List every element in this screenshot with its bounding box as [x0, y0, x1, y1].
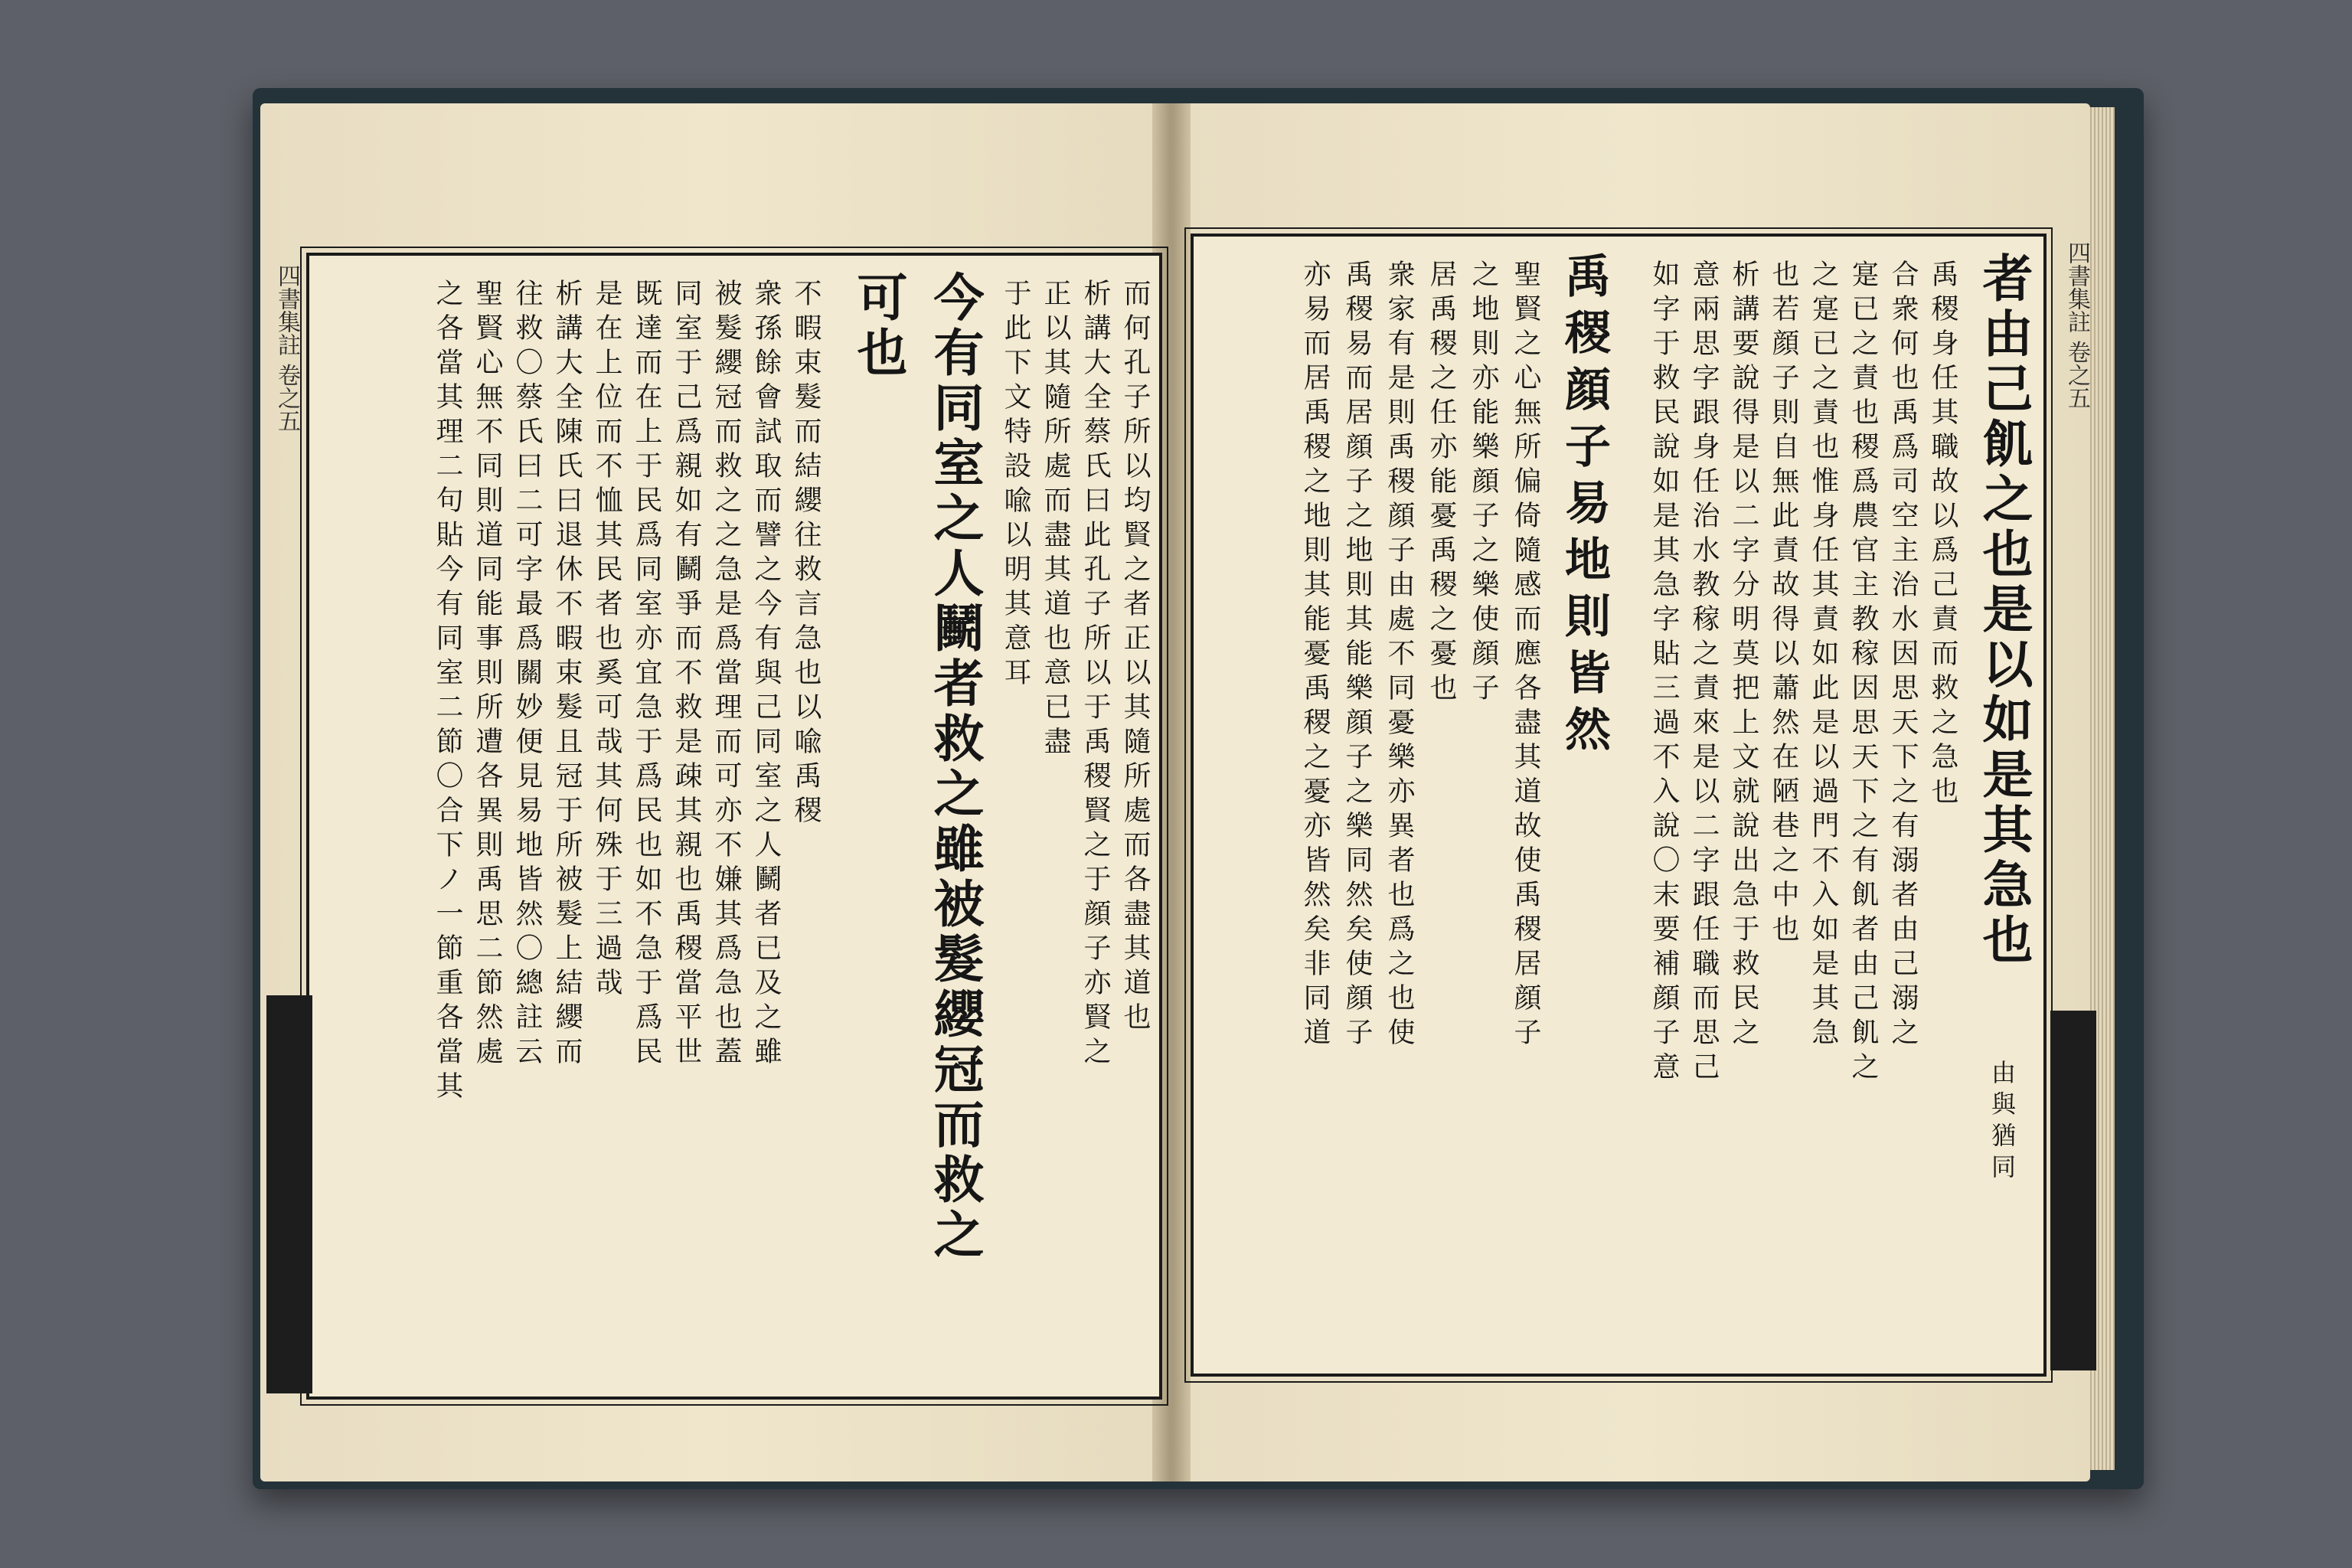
- main-text-line: 可也: [848, 271, 908, 381]
- commentary-line: 析講大全蔡氏曰此孔子所以于禹稷賢之于顔子亦賢之: [1080, 279, 1111, 1071]
- commentary-line: 同室于己爲親如有鬭爭而不救是疎其親也禹稷當平世: [671, 279, 702, 1071]
- right-text-frame: [1191, 234, 2047, 1377]
- left-folio-block: [266, 995, 312, 1393]
- commentary-line: 之地則亦能樂顔子之樂使顔子: [1468, 260, 1499, 707]
- main-text-line: 今有同室之人鬭者救之雖被髮纓冠而救之: [925, 271, 985, 1263]
- commentary-line: 居禹稷之任亦能憂禹稷之憂也: [1426, 260, 1457, 707]
- commentary-line: 寔已之責也稷爲農官主教稼因思天下之有飢者由己飢之: [1847, 260, 1879, 1086]
- right-margin-title: 四書集註 卷之五: [2063, 241, 2090, 410]
- right-folio-block: [2050, 1011, 2096, 1370]
- commentary-line: 亦易而居禹稷之地則其能憂禹稷之憂亦皆然矣非同道: [1299, 260, 1331, 1052]
- commentary-line: 正以其隨所處而盡其道也意已盡: [1040, 279, 1071, 761]
- commentary-line: 之寔已之責也惟身任其責如此是以過門不入如是其急: [1808, 260, 1839, 1052]
- commentary-line: 聖賢心無不同則道同能事則所遭各異則禹思二節然處: [472, 279, 503, 1071]
- commentary-line: 意兩思字跟身任治水教稼之責來是以二字跟任職而思己: [1688, 260, 1720, 1086]
- commentary-line: 析講大全陳氏曰退休不暇束髮且冠于所被髮上結纓而: [551, 279, 583, 1071]
- commentary-line: 而何孔子所以均賢之者正以其隨所處而各盡其道也: [1119, 279, 1151, 1037]
- commentary-line: 于此下文特設喩以明其意耳: [1000, 279, 1031, 692]
- commentary-line: 聖賢之心無所偏倚隨感而應各盡其道故使禹稷居顔子: [1510, 260, 1541, 1052]
- commentary-line: 合衆何也禹爲司空主治水因思天下之有溺者由己溺之: [1887, 260, 1919, 1052]
- commentary-line: 析講要說得是以二字分明莫把上文就說出急于救民之: [1728, 260, 1759, 1052]
- commentary-line: 之各當其理二句貼今有同室二節〇合下ノ一節重各當其: [432, 279, 463, 1106]
- commentary-line: 不暇束髮而結纓往救言急也以喩禹稷: [790, 279, 822, 830]
- section-heading: 禹稷顔子易地則皆然: [1557, 252, 1611, 762]
- commentary-line: 衆家有是則禹稷顔子由處不同憂樂亦異者也爲之也使: [1383, 260, 1415, 1052]
- left-margin-title: 四書集註 卷之五: [273, 264, 300, 433]
- main-text-line: 者由己飢之也是以如是其急也: [1974, 252, 2034, 969]
- commentary-line: 如字于救民說如是其急字貼三過不入說〇末要補顔子意: [1648, 260, 1680, 1086]
- commentary-line: 禹稷身任其職故以爲己責而救之急也: [1927, 260, 1958, 811]
- left-text-frame: [306, 253, 1162, 1400]
- commentary-line: 往救〇蔡氏曰二可字最爲關妙便見易地皆然〇總註云: [511, 279, 543, 1071]
- commentary-line: 由與猶同: [1988, 1060, 2017, 1185]
- commentary-line: 衆孫餘會試取而譬之今有與己同室之人鬭者已及之雖: [750, 279, 782, 1071]
- commentary-line: 禹稷易而居顔子之地則其能樂顔子之樂同然矣使顔子: [1341, 260, 1373, 1052]
- commentary-line: 也若顔子則自無此責故得以蕭然在陋巷之中也: [1768, 260, 1799, 949]
- commentary-line: 是在上位而不恤其民者也奚可哉其何殊于三過哉: [591, 279, 622, 1002]
- commentary-line: 被髮纓冠而救之之急是爲當理而可亦不嫌其爲急也蓋: [710, 279, 742, 1071]
- commentary-line: 既達而在上于民爲同室亦宜急于爲民也如不急于爲民: [631, 279, 662, 1071]
